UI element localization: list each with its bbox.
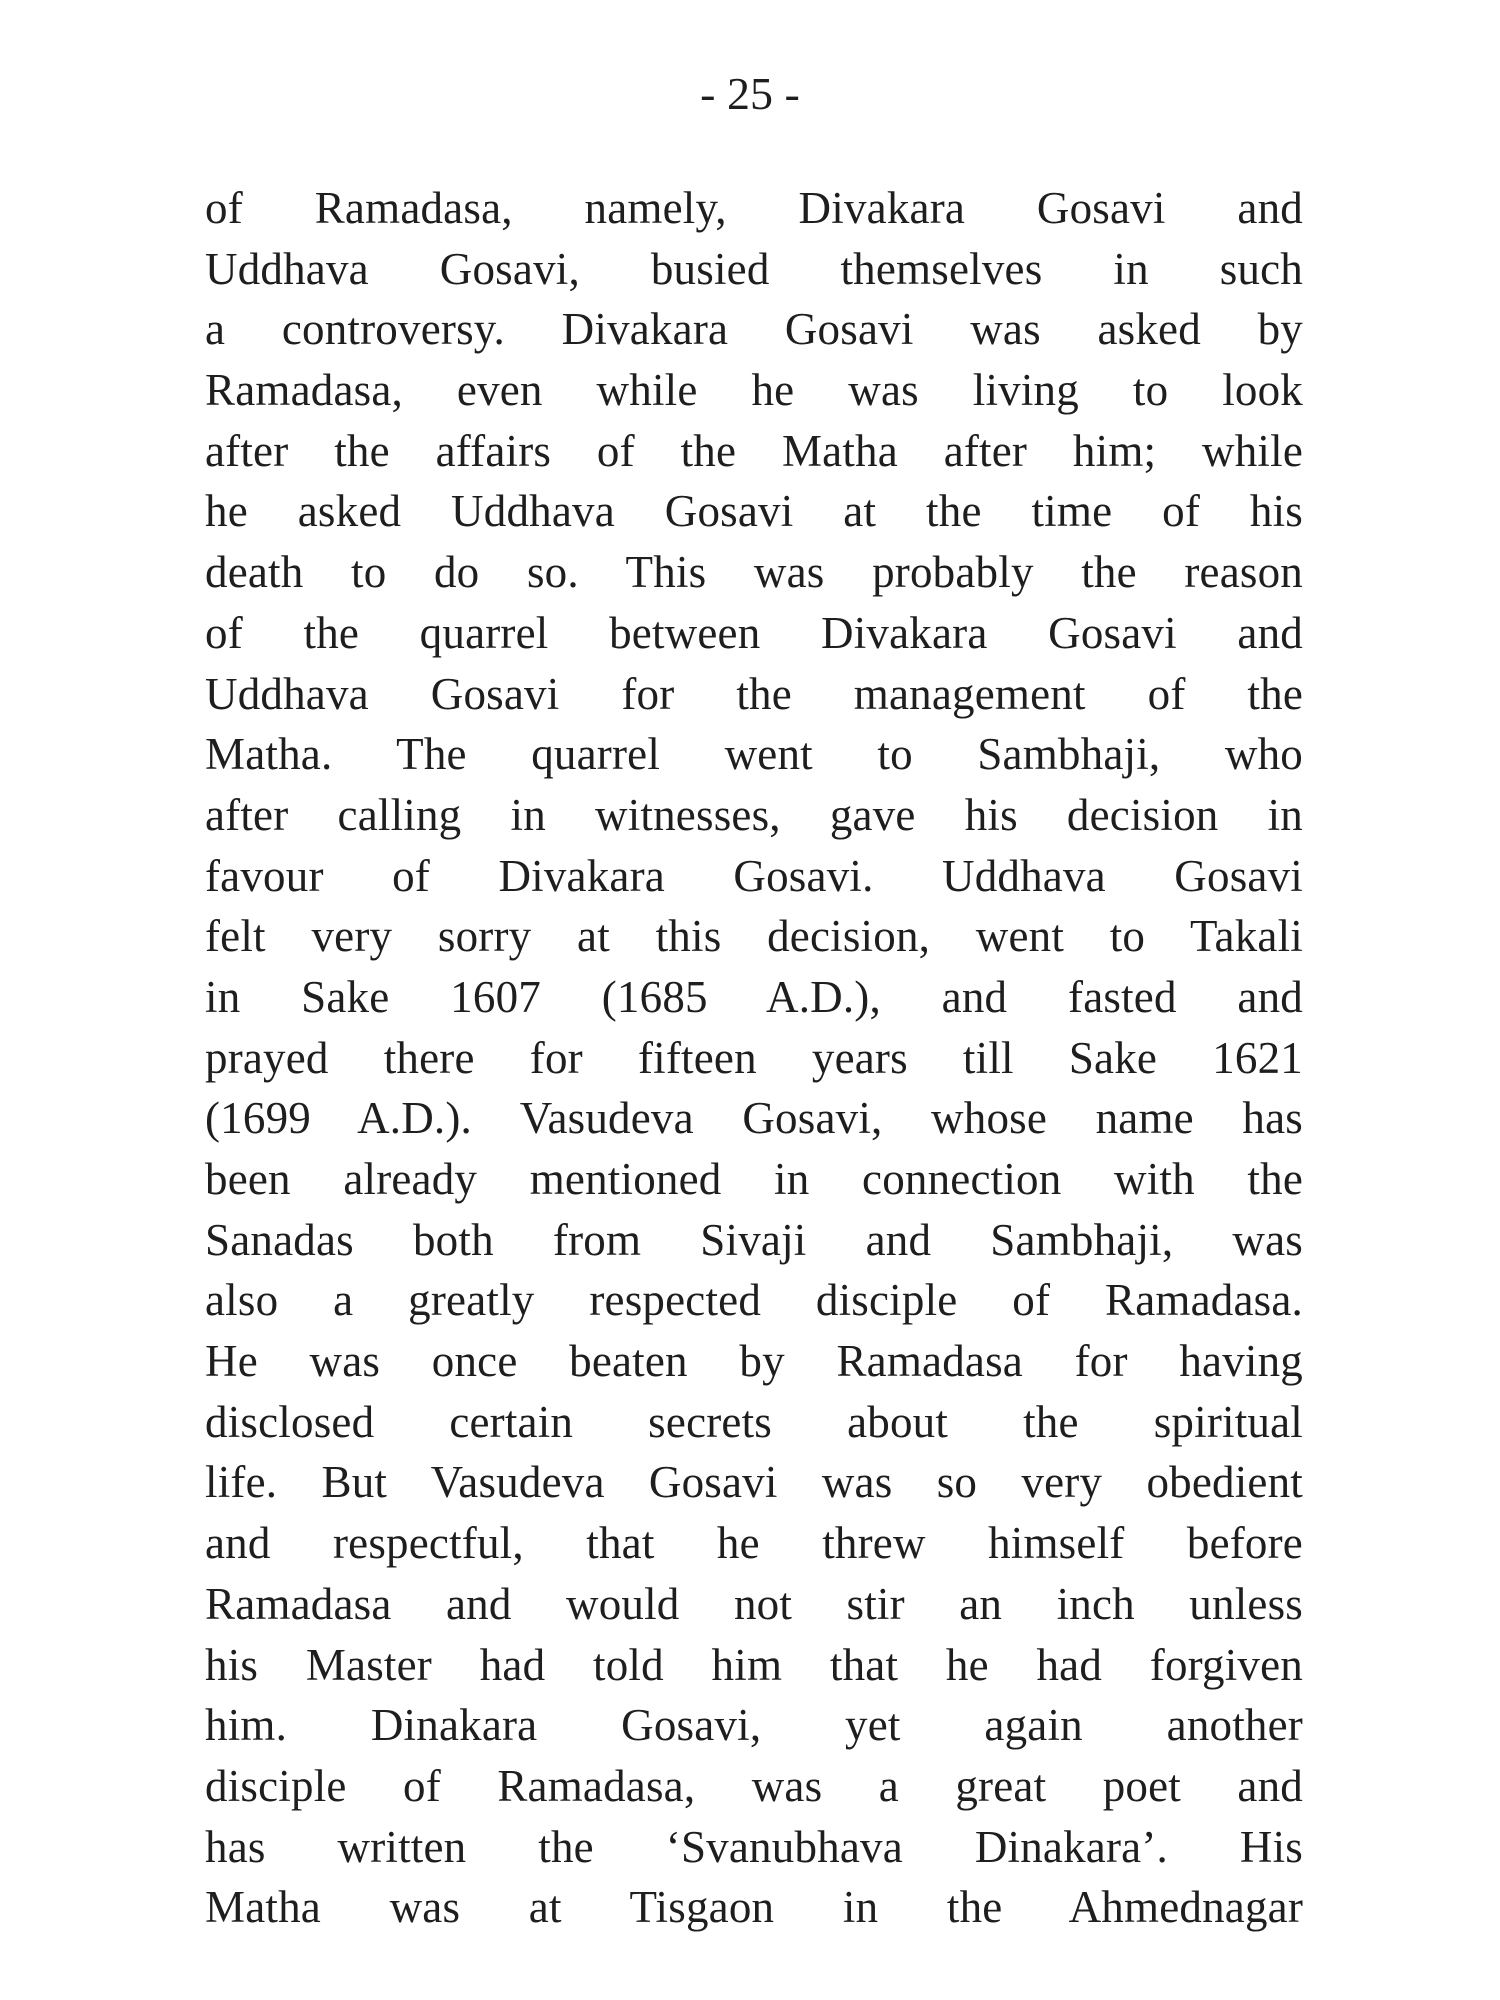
text-line: been already mentioned in connection with the — [205, 1154, 1303, 1204]
text-line: He was once beaten by Ramadasa for having — [205, 1336, 1303, 1387]
text-line: disclosed certain secrets about the spiritual — [205, 1396, 1303, 1447]
text-line: a controversy. Divakara Gosavi was asked by — [205, 304, 1303, 355]
text-line: Sanadas both from Sivaji and Sambhaji, was — [205, 1214, 1303, 1265]
text-line: Ramadasa, even while he was living to look — [205, 365, 1303, 416]
text-line: also a greatly respected disciple of Ramadasa. — [205, 1275, 1303, 1326]
text-line: after the affairs of the Matha after him; while — [205, 425, 1303, 476]
text-line: prayed there for fifteen years till Sake 1621 — [205, 1032, 1303, 1083]
text-line: felt very sorry at this decision, went to Takali — [205, 911, 1303, 962]
body-text — [205, 178, 1303, 1938]
text-line: he asked Uddhava Gosavi at the time of his — [205, 486, 1303, 537]
text-line: Ramadasa and would not stir an inch unless — [205, 1578, 1303, 1629]
text-line: has written the ‘Svanubhava Dinakara’. His — [205, 1821, 1303, 1872]
text-line: and respectful, that he threw himself before — [205, 1518, 1303, 1569]
text-line: favour of Divakara Gosavi. Uddhava Gosavi — [205, 850, 1303, 901]
text-line: Matha. The quarrel went to Sambhaji, who — [205, 729, 1303, 780]
text-line: Matha was at Tisgaon in the Ahmednagar — [205, 1882, 1303, 1933]
text-line: life. But Vasudeva Gosavi was so very obedient — [205, 1457, 1303, 1508]
text-line: Uddhava Gosavi for the management of the — [205, 668, 1303, 719]
text-line: him. Dinakara Gosavi, yet again another — [205, 1700, 1303, 1751]
text-line: death to do so. This was probably the reason — [205, 547, 1303, 598]
page-number: - 25 - — [700, 68, 800, 119]
text-line: his Master had told him that he had forgiven — [205, 1639, 1303, 1690]
text-line: disciple of Ramadasa, was a great poet and — [205, 1760, 1303, 1811]
text-line: (1699 A.D.). Vasudeva Gosavi, whose name has — [205, 1093, 1303, 1144]
text-line: Uddhava Gosavi, busied themselves in such — [205, 243, 1303, 294]
text-line: of Ramadasa, namely, Divakara Gosavi and — [205, 183, 1303, 233]
text-line: of the quarrel between Divakara Gosavi and — [205, 607, 1303, 658]
text-line: after calling in witnesses, gave his decision in — [205, 789, 1303, 840]
text-line: in Sake 1607 (1685 A.D.), and fasted and — [205, 971, 1303, 1022]
